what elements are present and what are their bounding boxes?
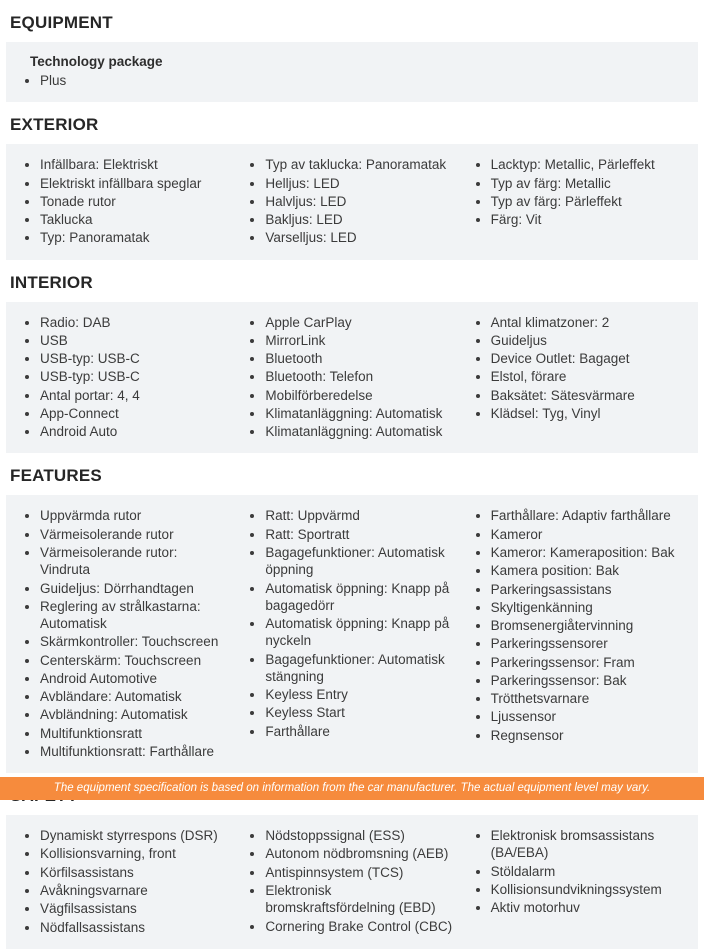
bullet-list <box>14 827 239 936</box>
column <box>465 156 690 247</box>
list-item: • Android Automotive <box>40 670 239 687</box>
list-item: • Elektronisk bromsassistans (BA/EBA) <box>491 827 690 862</box>
list-item: • Kollisionsvarning, front <box>40 845 239 862</box>
list-item: • Kollisionsundvikningssystem <box>491 881 690 898</box>
list-item: • Bluetooth: Telefon <box>265 368 464 385</box>
list-item: • Guideljus <box>491 332 690 349</box>
list-item: • Antal portar: 4, 4 <box>40 387 239 404</box>
list-item: • Antispinnsystem (TCS) <box>265 864 464 881</box>
list-item: • USB-typ: USB-C <box>40 350 239 367</box>
bullet-list <box>14 507 239 760</box>
list-item: • Mobilförberedelse <box>265 387 464 404</box>
list-item: • Keyless Start <box>265 704 464 721</box>
list-item: • Radio: DAB <box>40 314 239 331</box>
section-features <box>6 453 698 773</box>
list-item: • Nödstoppssignal (ESS) <box>265 827 464 844</box>
column <box>14 156 239 247</box>
bullet-list <box>239 827 464 935</box>
list-item: • Farthållare: Adaptiv farthållare <box>491 507 690 524</box>
column <box>239 156 464 247</box>
list-item: • Körfilsassistans <box>40 864 239 881</box>
section-equipment-title: EQUIPMENT <box>10 13 113 32</box>
list-item: • Automatisk öppning: Knapp på nyckeln <box>265 615 464 650</box>
column <box>14 314 239 442</box>
section-interior-title: INTERIOR <box>10 272 93 292</box>
bullet-list <box>465 507 690 743</box>
column <box>465 827 690 937</box>
list-item: • USB <box>40 332 239 349</box>
bullet-list <box>14 72 690 89</box>
list-item: • Kamera position: Bak <box>491 562 690 579</box>
list-item: • Kameror <box>491 526 690 543</box>
section-equipment-box <box>6 42 698 102</box>
list-item: • Bakljus: LED <box>265 211 464 228</box>
list-item: • MirrorLink <box>265 332 464 349</box>
list-item: • Parkeringssensor: Fram <box>491 654 690 671</box>
list-item: • Värmeisolerande rutor <box>40 526 239 543</box>
list-item: • Trötthetsvarnare <box>491 690 690 707</box>
list-item: • Bromsenergiåtervinning <box>491 617 690 634</box>
list-item: • Aktiv motorhuv <box>491 899 690 916</box>
list-item: • Keyless Entry <box>265 686 464 703</box>
list-item: • Device Outlet: Bagaget <box>491 350 690 367</box>
list-item: • Parkeringssensor: Bak <box>491 672 690 689</box>
list-item: • Regnsensor <box>491 727 690 744</box>
section-exterior-box <box>6 144 698 259</box>
bullet-list <box>465 156 690 228</box>
list-item: • Typ av färg: Pärleffekt <box>491 193 690 210</box>
list-item: • Avbländare: Automatisk <box>40 688 239 705</box>
list-item: • Färg: Vit <box>491 211 690 228</box>
package-items <box>14 72 690 89</box>
list-item: • Helljus: LED <box>265 175 464 192</box>
list-item: • Typ av taklucka: Panoramatak <box>265 156 464 173</box>
section-interior-box <box>6 302 698 454</box>
list-item: • Vägfilsassistans <box>40 900 239 917</box>
list-item: • Baksätet: Sätesvärmare <box>491 387 690 404</box>
list-item: • Bluetooth <box>265 350 464 367</box>
list-item: • Typ av färg: Metallic <box>491 175 690 192</box>
list-item: • Bagagefunktioner: Automatisk stängning <box>265 651 464 686</box>
list-item: • Parkeringsassistans <box>491 581 690 598</box>
list-item: • Taklucka <box>40 211 239 228</box>
list-item: • Tonade rutor <box>40 193 239 210</box>
list-item: • App-Connect <box>40 405 239 422</box>
list-item: • Multifunktionsratt <box>40 725 239 742</box>
list-item: • Klädsel: Tyg, Vinyl <box>491 405 690 422</box>
list-item: • Infällbara: Elektriskt <box>40 156 239 173</box>
list-item: • Lacktyp: Metallic, Pärleffekt <box>491 156 690 173</box>
package-label: Technology package <box>30 54 163 69</box>
list-item: • Klimatanläggning: Automatisk <box>265 405 464 422</box>
list-item: • Parkeringssensorer <box>491 635 690 652</box>
bullet-list <box>14 156 239 246</box>
list-item: • Apple CarPlay <box>265 314 464 331</box>
list-item: • Skyltigenkänning <box>491 599 690 616</box>
list-item: • Bagagefunktioner: Automatisk öppning <box>265 544 464 579</box>
list-item: • Uppvärmda rutor <box>40 507 239 524</box>
list-item: • Ljussensor <box>491 708 690 725</box>
list-item: • Centerskärm: Touchscreen <box>40 652 239 669</box>
list-item: • Dynamiskt styrrespons (DSR) <box>40 827 239 844</box>
list-item: • Ratt: Uppvärmd <box>265 507 464 524</box>
list-item: • Klimatanläggning: Automatisk <box>265 423 464 440</box>
bullet-list <box>239 507 464 739</box>
section-features-title: FEATURES <box>10 466 102 486</box>
column <box>465 507 690 761</box>
list-item: • Reglering av strålkastarna: Automatisk <box>40 598 239 633</box>
list-item: • Automatisk öppning: Knapp på bagagedörr <box>265 580 464 615</box>
list-item: • Elektriskt infällbara speglar <box>40 175 239 192</box>
list-item: • Avåkningsvarnare <box>40 882 239 899</box>
list-item: • Elstol, förare <box>491 368 690 385</box>
list-item: • Typ: Panoramatak <box>40 229 239 246</box>
footer-disclaimer: The equipment specification is based on information from the car manufacturer. The actual equipment level may vary. <box>0 777 704 800</box>
list-item: • Android Auto <box>40 423 239 440</box>
section-exterior-title: EXTERIOR <box>10 115 99 135</box>
list-item: • Varselljus: LED <box>265 229 464 246</box>
section-interior <box>6 260 698 454</box>
section-safety-box <box>6 815 698 949</box>
list-item: • Multifunktionsratt: Farthållare <box>40 743 239 760</box>
bullet-list <box>465 314 690 423</box>
list-item: • Elektronisk bromskraftsfördelning (EBD) <box>265 882 464 917</box>
list-item: • Värmeisolerande rutor: Vindruta <box>40 544 239 579</box>
section-exterior <box>6 102 698 259</box>
list-item: • Nödfallsassistans <box>40 919 239 936</box>
list-item: • Skärmkontroller: Touchscreen <box>40 633 239 650</box>
list-item: • Stöldalarm <box>491 863 690 880</box>
list-item: • Halvljus: LED <box>265 193 464 210</box>
section-features-box <box>6 495 698 773</box>
list-item: • Kameror: Kameraposition: Bak <box>491 544 690 561</box>
section-equipment <box>6 0 698 102</box>
column <box>465 314 690 442</box>
bullet-list <box>14 314 239 441</box>
list-item: • Avbländning: Automatisk <box>40 706 239 723</box>
column <box>14 827 239 937</box>
column <box>239 314 464 442</box>
column <box>239 827 464 937</box>
list-item: • Farthållare <box>265 723 464 740</box>
column <box>14 507 239 761</box>
list-item: • Autonom nödbromsning (AEB) <box>265 845 464 862</box>
bullet-list <box>239 156 464 246</box>
list-item: • Guideljus: Dörrhandtagen <box>40 580 239 597</box>
list-item: • Ratt: Sportratt <box>265 526 464 543</box>
bullet-list <box>239 314 464 441</box>
column <box>239 507 464 761</box>
list-item: • Antal klimatzoner: 2 <box>491 314 690 331</box>
bullet-list <box>465 827 690 916</box>
list-item: • Plus <box>40 72 690 89</box>
list-item: • Cornering Brake Control (CBC) <box>265 918 464 935</box>
list-item: • USB-typ: USB-C <box>40 368 239 385</box>
